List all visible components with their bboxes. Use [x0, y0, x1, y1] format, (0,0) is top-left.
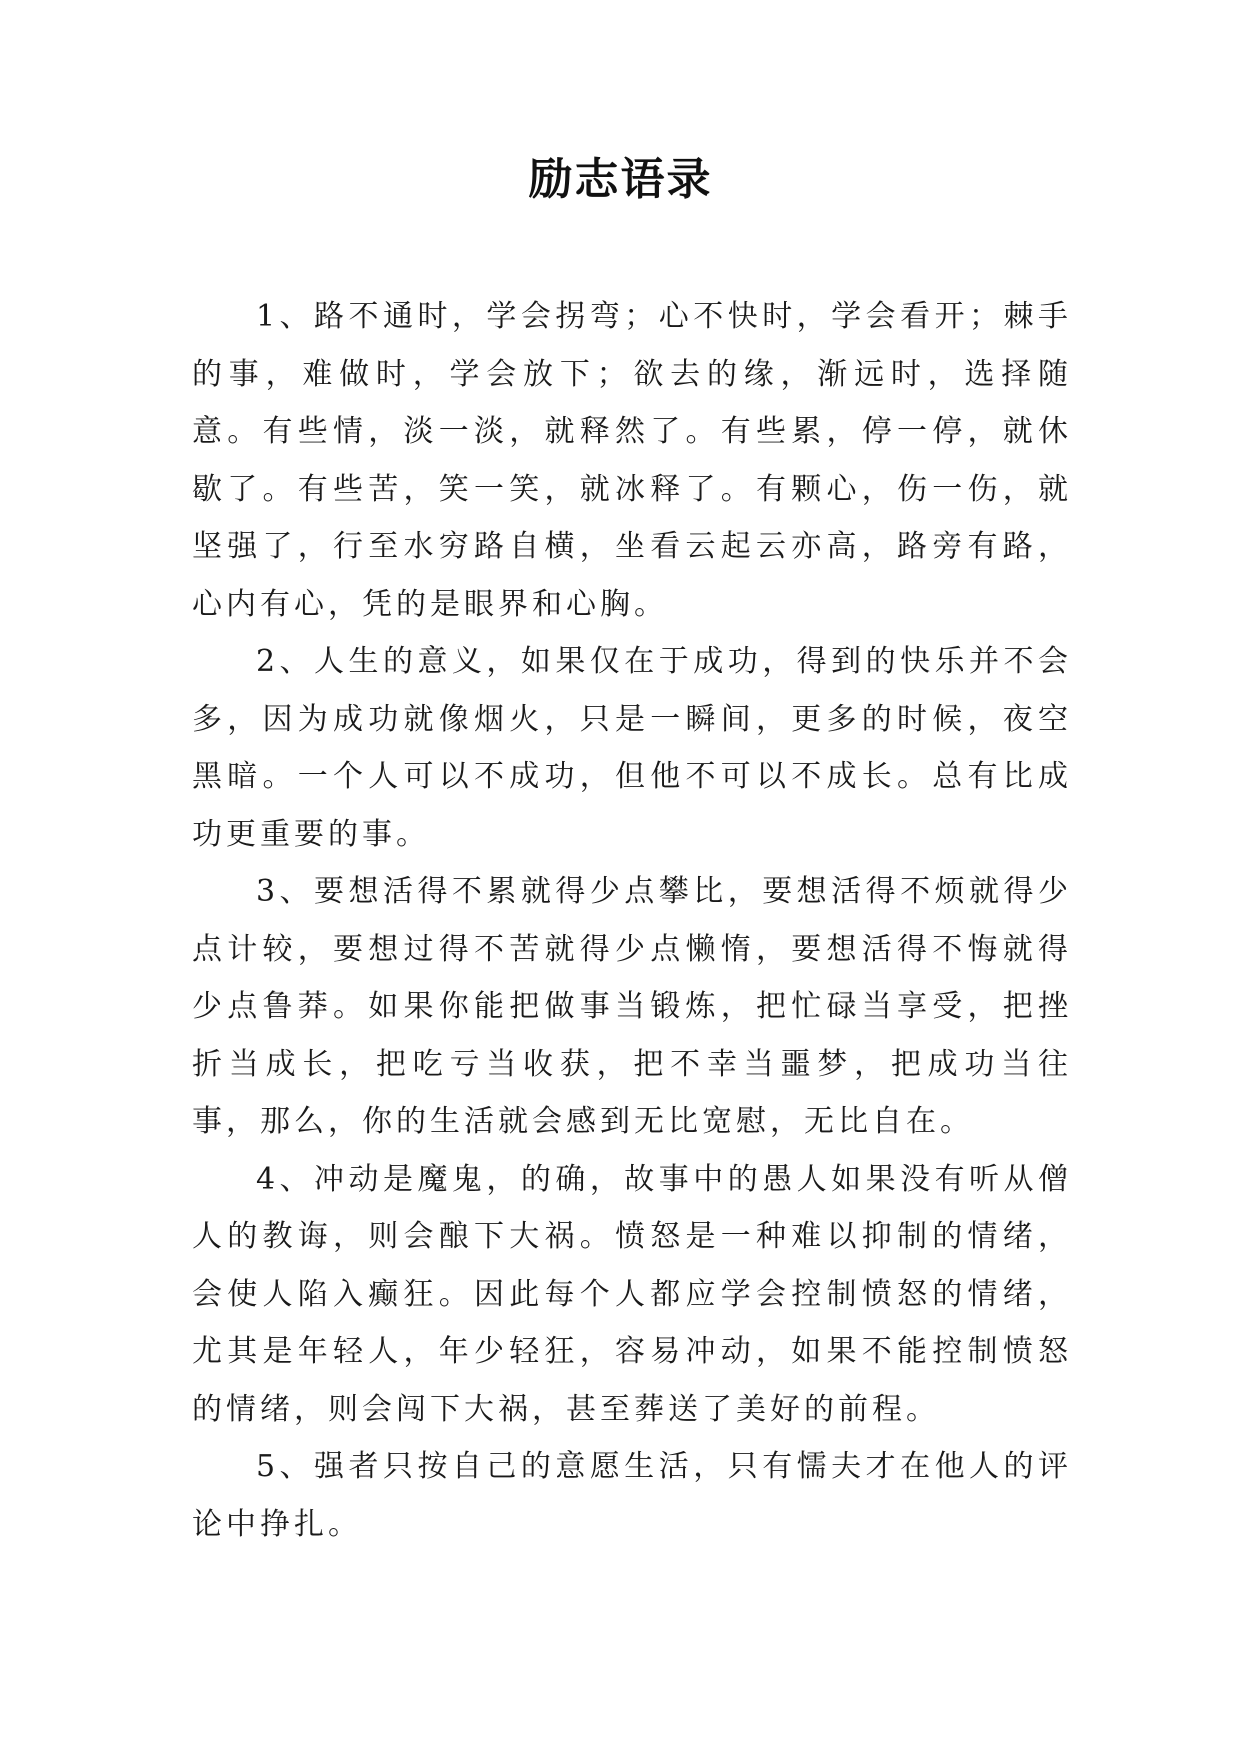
paragraph-4: 4、冲动是魔鬼，的确，故事中的愚人如果没有听从僧人的教诲，则会酿下大祸。愤怒是一种难以抑制的情绪，会使人陷入癫狂。因此每个人都应学会控制愤怒的情绪，尤其是年轻人，年少轻狂，容易冲动，如果不能控制愤怒的情绪，则会闯下大祸，甚至葬送了美好的前程。: [192, 1161, 1072, 1427]
paragraph-3: 3、要想活得不累就得少点攀比，要想活得不烦就得少点计较，要想过得不苦就得少点懒惰，要想活得不悔就得少点鲁莽。如果你能把做事当锻炼，把忙碌当享受，把挫折当成长，把吃亏当收获，把不幸当噩梦，把成功当往事，那么，你的生活就会感到无比宽慰，无比自在。: [192, 874, 1072, 1139]
paragraph-1: 1、路不通时，学会拐弯；心不快时，学会看开；棘手的事，难做时，学会放下；欲去的缘，渐远时，选择随意。有些情，淡一淡，就释然了。有些累，停一停，就休歇了。有些苦，笑一笑，就冰释了。有颗心，伤一伤，就坚强了，行至水穷路自横，坐看云起云亦高，路旁有路，心内有心，凭的是眼界和心胸。: [192, 299, 1072, 622]
paragraph-2: 2、人生的意义，如果仅在于成功，得到的快乐并不会多，因为成功就像烟火，只是一瞬间，更多的时候，夜空黑暗。一个人可以不成功，但他不可以不成长。总有比成功更重要的事。: [192, 644, 1072, 852]
paragraph-5: 5、强者只按自己的意愿生活，只有懦夫才在他人的评论中挣扎。: [192, 1449, 1072, 1542]
document-body: [192, 288, 1072, 1553]
document-title: 励志语录: [528, 154, 713, 205]
